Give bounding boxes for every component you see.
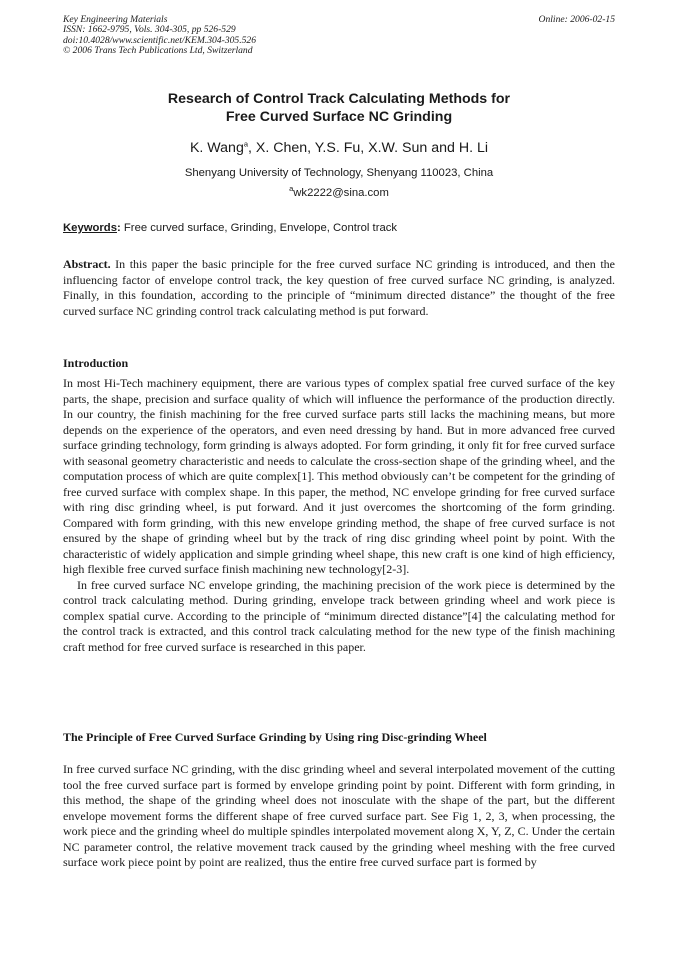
affiliation: Shenyang University of Technology, Shenyang 110023, China bbox=[184, 167, 494, 179]
journal-name: Key Engineering Materials bbox=[63, 14, 168, 25]
abstract-text: In this paper the basic principle for the free curved surface NC grinding is introduced, and then the influencing factor of envelope control track, the key question of free curved surface NC grinding, is analyzed. Finally, in this foundation, according to the principle of “minimum directed distance” the thought of the free curved surface NC grinding control track calculating method is put forward. bbox=[63, 257, 615, 318]
principle-body bbox=[63, 750, 615, 883]
email-address: wk2222@sina.com bbox=[293, 187, 389, 199]
section-heading-principle: The Principle of Free Curved Surface Grinding by Using ring Disc-grinding Wheel bbox=[63, 730, 487, 744]
principle-paragraph-1: In free curved surface NC grinding, with the disc grinding wheel and several interpolated movement of the cutting tool the free curved surface part is formed by envelope grinding point by point. Different with form grinding, in this method, the shape of the grinding wheel does not inosculate with the shape of the part, but the different envelope movement forms the different shape of free curved surface part. See Fig 1, 2, 3, when processing, the work piece and the grinding wheel do multiple spindles interpolated movement along X, Y, Z, C. Under the certain NC parameter control, the relative movement track caused by the grinding wheel meshing with the free curved surface work piece point by point are realized, thus the entire free curved surface part is formed by bbox=[63, 762, 615, 869]
doi-line: doi:10.4028/www.scientific.net/KEM.304-305.526 bbox=[63, 34, 257, 46]
journal-header bbox=[63, 15, 615, 57]
issn-line: ISSN: 1662-9795, Vols. 304-305, pp 526-529 bbox=[63, 24, 236, 36]
author-first: K. Wang bbox=[189, 140, 244, 156]
paper-title bbox=[63, 91, 615, 126]
author-others: , X. Chen, Y.S. Fu, X.W. Sun and H. Li bbox=[248, 140, 489, 156]
introduction-paragraph-1: In most Hi-Tech machinery equipment, there are various types of complex spatial free curved surface of the key parts, the shape, precision and surface quality of which will influence the performance of the production directly. In our country, the finish machining for the free curved surface parts still lacks the machining means, but more depends on the experience of the operators, and even need dressing by hand. But in more advanced free curved surface grinding technology, form grinding is always adopted. For form grinding, it only fit for free curved surface with seasonal geometry characteristic and needs to calculate the cross-section shape of the grinding wheel, and the computation process of which are quite complex[1]. This method obviously can’t be competent for the grinding of free curved surface with complex shape. In this paper, the method, NC envelope grinding for free curved surface with ring disc grinding wheel, is put forward. And it just overcomes the shortcoming of the form grinding. Compared with form grinding, with this new envelope grinding method, the shape of free curved surface is not ensured by the shape of grinding wheel but by the track of ring disc grinding wheel point by point. With the characteristic of widely application and simple grinding wheel shape, this new craft is one kind of high efficiency, high flexible free curved surface finish machining new technology[2-3]. bbox=[63, 376, 615, 576]
author-first-affil-mark: a bbox=[243, 139, 249, 149]
copyright-line: © 2006 Trans Tech Publications Ltd, Switzerland bbox=[63, 45, 253, 57]
keywords-text: Free curved surface, Grinding, Envelope, Control track bbox=[120, 222, 398, 234]
keywords-colon: : bbox=[117, 222, 121, 234]
abstract bbox=[63, 257, 615, 319]
title-line-1: Research of Control Track Calculating Methods for bbox=[167, 91, 511, 107]
keywords bbox=[63, 221, 615, 236]
online-date: Online: 2006-02-15 bbox=[538, 14, 615, 25]
section-heading-introduction: Introduction bbox=[63, 356, 129, 370]
keywords-label: Keywords bbox=[63, 222, 117, 234]
email-affil-mark: a bbox=[289, 184, 294, 194]
author-email bbox=[63, 185, 615, 201]
introduction-body bbox=[63, 376, 615, 655]
introduction-paragraph-2: In free curved surface NC envelope grinding, the machining precision of the work piece is determined by the control track calculating method. During grinding, envelope track between grinding wheel and work piece is complex spatial curve. According to the principle of “minimum directed distance”[4] the calculating method for the control track is extracted, and this control track calculating method for the new type of the finish machining craft method for free curved surface is researched in this paper. bbox=[63, 577, 615, 654]
author-list bbox=[63, 139, 615, 157]
abstract-label: Abstract. bbox=[63, 257, 111, 271]
title-line-2: Free Curved Surface NC Grinding bbox=[225, 108, 453, 125]
